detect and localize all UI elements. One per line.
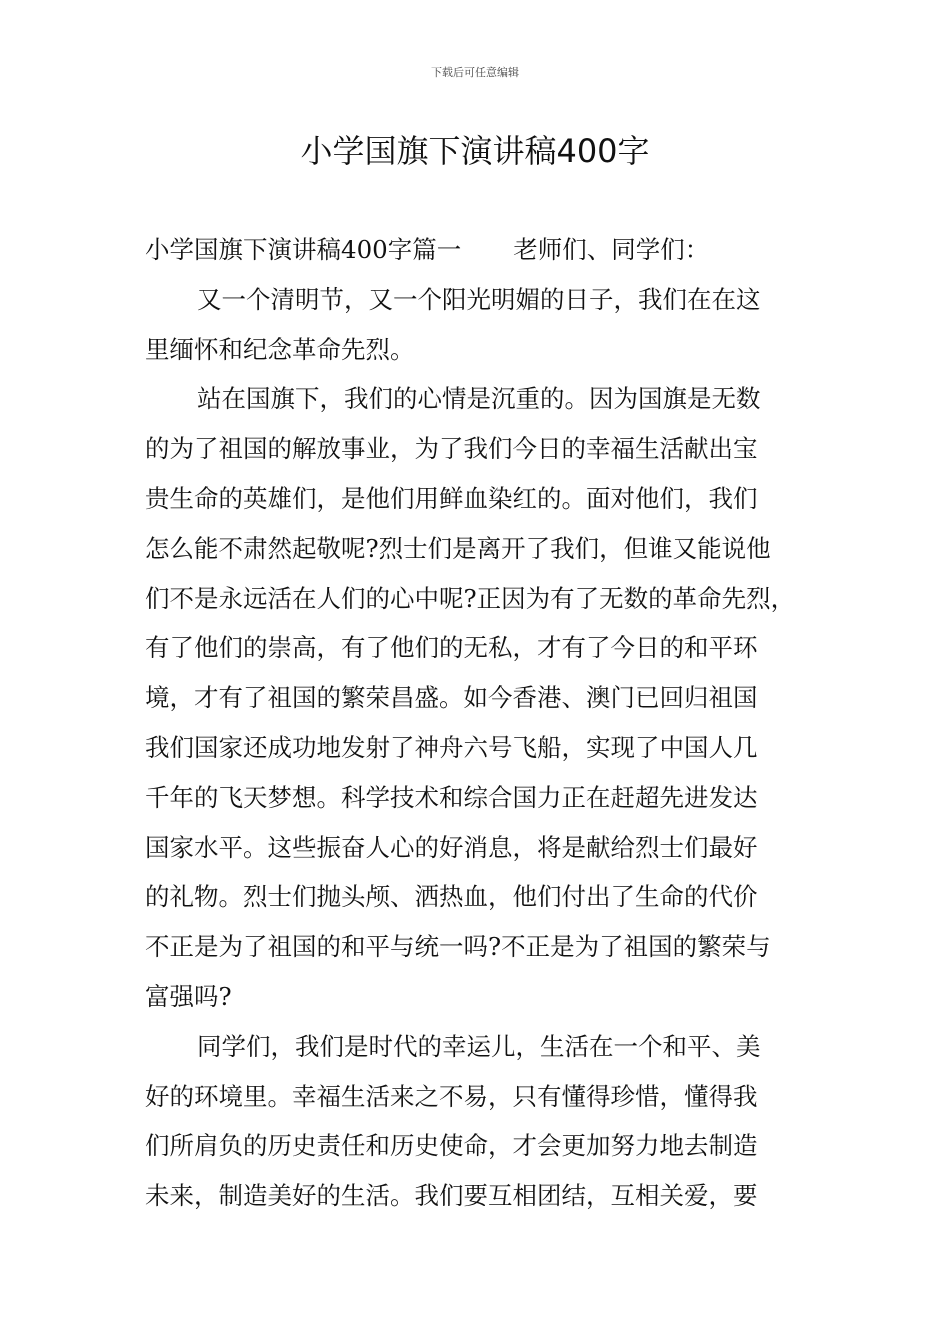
subheading: 小学国旗下演讲稿400字篇一 <box>145 235 462 264</box>
text-line: 好的环境里。幸福生活来之不易，只有懂得珍惜，懂得我 <box>145 1081 758 1111</box>
text-line: 又一个清明节，又一个阳光明媚的日子，我们在在这 <box>197 284 761 314</box>
text-line: 同学们，我们是时代的幸运儿，生活在一个和平、美 <box>197 1031 761 1061</box>
header-note: 下载后可任意编辑 <box>431 66 519 79</box>
text-line: 未来，制造美好的生活。我们要互相团结，互相关爱，要 <box>145 1181 758 1211</box>
text-line: 不正是为了祖国的和平与统一吗?不正是为了祖国的繁荣与 <box>145 932 771 962</box>
text-line: 怎么能不肃然起敬呢?烈士们是离开了我们，但谁又能说他 <box>145 533 771 563</box>
greeting: 老师们、同学们： <box>513 235 710 264</box>
text-line: 有了他们的崇高，有了他们的无私，才有了今日的和平环 <box>145 633 758 663</box>
document-title: 小学国旗下演讲稿400字 <box>300 132 650 170</box>
text-line: 我们国家还成功地发射了神舟六号飞船，实现了中国人几 <box>145 732 758 762</box>
text-line: 里缅怀和纪念革命先烈。 <box>145 334 415 364</box>
text-line: 们不是永远活在人们的心中呢?正因为有了无数的革命先烈， <box>145 583 796 613</box>
text-line: 贵生命的英雄们，是他们用鲜血染红的。面对他们，我们 <box>145 483 758 513</box>
document-body <box>145 225 813 1221</box>
text-line: 国家水平。这些振奋人心的好消息，将是献给烈士们最好 <box>145 832 758 862</box>
text-line: 富强吗? <box>145 981 232 1011</box>
subheading-line <box>145 225 813 275</box>
text-line: 的为了祖国的解放事业，为了我们今日的幸福生活献出宝 <box>145 434 758 464</box>
text-line: 站在国旗下，我们的心情是沉重的。因为国旗是无数 <box>197 384 761 414</box>
text-line: 的礼物。烈士们抛头颅、洒热血，他们付出了生命的代价 <box>145 882 758 912</box>
text-line: 们所肩负的历史责任和历史使命，才会更加努力地去制造 <box>145 1131 758 1161</box>
text-line: 境，才有了祖国的繁荣昌盛。如今香港、澳门已回归祖国 <box>145 683 758 713</box>
text-line: 千年的飞天梦想。科学技术和综合国力正在赶超先进发达 <box>145 782 758 812</box>
